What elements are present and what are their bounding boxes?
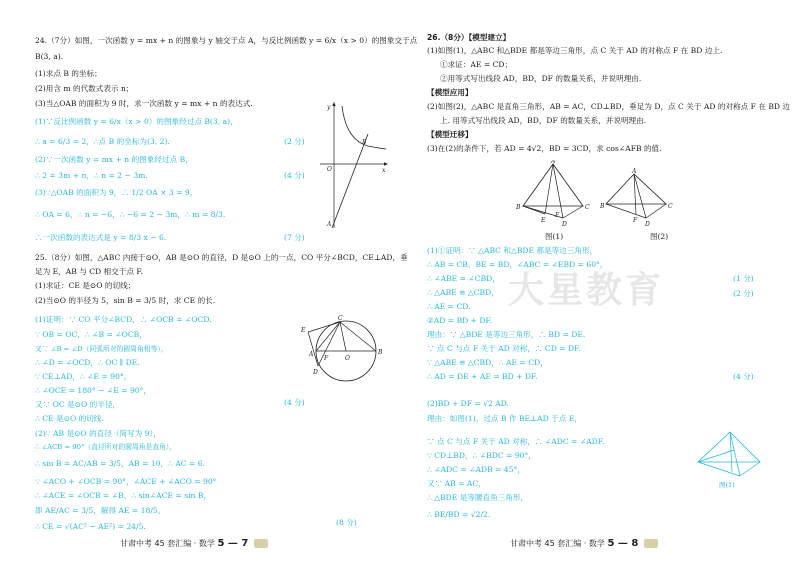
segment-bd-2 (606, 204, 646, 218)
q25-answer-8: ∴ CE 是⊙O 的切线. (35, 414, 104, 423)
q25-answer-6: ∴ ∠OCE = 180° − ∠E = 90°， (35, 386, 152, 395)
q24-part1: (1)求点 B 的坐标； (35, 69, 102, 78)
q26-part2b: 上. 用等式写出线段 AD，BD，DF 的数量关系，并说明理由. (440, 116, 647, 125)
q25-answer-9: (2)∵ AB 是⊙O 的直径（简写为 9）， (35, 429, 161, 438)
q25-answer-15: ∴ CE = √(AC² − AE²) = 24/5. (35, 522, 146, 531)
answer-cd (740, 462, 760, 476)
left-footer (120, 538, 268, 549)
q24-answer-4: ∴ 2 = 3m + n，∴ n = 2 − 3m. (35, 171, 148, 180)
q25-score-4: (4 分) (284, 398, 305, 407)
q26-answer-b7: ∴ △BDE 是等腰直角三角形， (427, 493, 529, 502)
label-D: D (313, 369, 318, 376)
q26-answer-b2: 理由：如图(1)，过点 B 作 BE⊥AD 于点 E， (427, 414, 582, 423)
q26-tag-transfer: 【模型迁移】 (427, 130, 473, 139)
label-a: A (327, 221, 332, 228)
segment-be (523, 206, 545, 214)
q25-title2: 足为 E，AB 与 CD 相交于点 F. (35, 267, 143, 276)
fig2-label-d: D (645, 221, 650, 228)
segment-ae (545, 164, 553, 214)
label-F: F (324, 355, 329, 362)
fig2-label-b: B (600, 203, 605, 210)
answer-bd (698, 462, 740, 476)
publisher-seal-icon (254, 539, 268, 548)
q26-answer-1: (1)①证明：∵ △ABC 和△BDE 都是等边三角形， (427, 246, 598, 255)
q24-figure (318, 100, 390, 230)
answer-be (698, 450, 734, 462)
q25-answer-11: ∴ sin B = AC/AB = 3/5，AB = 10，∴ AC = 6. (35, 459, 206, 468)
fig1-label-d: D (562, 221, 567, 228)
segment-ad (553, 164, 563, 218)
q26-answer-b1: (2)BD + DF = √2 AD. (427, 399, 509, 408)
q26-figure2 (600, 168, 676, 230)
label-o: O (327, 166, 332, 173)
chord-cd (318, 322, 340, 366)
q24-title2: B(3, a). (35, 52, 64, 61)
q26-answer-7: 理由：∵ △BDE 是等边三角形，∴ BD = DE. (427, 330, 586, 339)
label-A: A (309, 351, 314, 358)
q26-score-2: (2 分) (733, 289, 754, 298)
q25-part1: (1)求证：CE 是⊙O 的切线； (35, 281, 136, 290)
triangle-abc-2 (606, 174, 666, 204)
left-page-number: 5 — 7 (217, 538, 249, 549)
q24-score-7: (7 分) (284, 233, 305, 242)
q24-answer-1: (1)∵反比例函数 y = 6/x（x > 0）的图象经过点 B(3, a)， (35, 117, 238, 126)
q25-answer-13: ∴ ∠ACE = ∠OCB = ∠B，∴ sin∠ACE = sin B， (35, 491, 211, 500)
q25-answer-3: 又∵ ∠B = ∠D（同弧所对的圆周角相等）， (35, 345, 168, 353)
q26-part1a: ①求证：AE = CD； (440, 60, 513, 69)
q24-score-2: (2 分) (284, 137, 305, 146)
right-page-number: 5 — 8 (607, 538, 639, 549)
linear-function-line (332, 134, 368, 228)
q25-answer-1: (1)证明：∵ CO 平分∠BCD，∴ ∠OCB = ∠OCD. (35, 315, 212, 324)
q26-part3: (3)在(2)的条件下，若 AD = 4√2，BD = 3CD，求 cos∠AFB 的值. (427, 144, 662, 153)
right-footer (510, 538, 658, 549)
figure1-caption: 图(1) (545, 232, 564, 241)
q25-title: 25.（8分）如图，△ABC 内接于⊙O，AB 是⊙O 的直径，D 是⊙O 上的一点，CO 平分∠BCD，CE⊥AD，垂 (35, 253, 408, 262)
q26-figure1 (515, 160, 595, 232)
q25-answer-12: ∵ ∠ACO + ∠OCB = 90°，∠ACE + ∠ACO = 90° (35, 477, 217, 486)
q26-answer-5: ∴ AE = CD. (427, 302, 471, 311)
q26-answer-9: ∵ △ABE ≌ △CBD，∴ AE = CD， (427, 358, 548, 367)
answer-figure-caption: 图(1) (719, 481, 735, 489)
left-footer-title: 甘肃中考 45 套汇编 · 数学 (120, 539, 215, 548)
q24-answer-6: ∴ OA = 6，∴ n = −6，∴ −6 = 2 − 3m，∴ m = 8/3. (35, 210, 226, 219)
label-O: O (345, 355, 350, 362)
q25-part2: (2)当⊙O 的半径为 5，sin B = 3/5 时，求 CE 的长. (35, 296, 216, 305)
q26-answer-6: ②AD = BD + DF. (427, 316, 493, 325)
q26-answer-10: ∴ AD = DE + AE = BD + DF. (427, 372, 538, 381)
q25-answer-5: ∵ CE⊥AD，∴ ∠E = 90°， (35, 372, 132, 381)
answer-ad (730, 432, 740, 476)
figure2-caption: 图(2) (650, 232, 669, 241)
q24-part3: (3)当△OAB 的面积为 9 时，求一次函数 y = mx + n 的表达式. (35, 99, 253, 108)
label-b: B (362, 139, 367, 146)
fig1-label-c: C (585, 204, 590, 211)
fig2-label-a: A (632, 168, 637, 175)
q26-answer-b5: ∴ ∠ADC = ∠ADB = 45°， (427, 465, 525, 474)
q24-answer-3: (2)∵一次函数 y = mx + n 的图象经过点 B， (35, 155, 193, 164)
q25-answer-4: ∴ ∠D = ∠OCD，∴ OC ∥ DE. (35, 358, 140, 367)
label-y: y (327, 104, 331, 111)
q24-answer-5: (3)∵△OAB 的面积为 9，∴ 1/2 OA × 3 = 9， (35, 188, 198, 197)
q26-title: 26.（8分）【模型建立】 (427, 33, 511, 42)
q25-answer-14: 即 AE/AC = 3/5，解得 AE = 18/5， (35, 506, 166, 515)
q25-figure (296, 314, 396, 384)
publisher-seal-icon (644, 539, 658, 548)
q26-part1b: ②用等式写出线段 AD，BD，DF 的数量关系，并说明理由. (440, 74, 642, 83)
fig1-label-b: B (516, 204, 521, 211)
q26-answer-b8: ∴ BE/BD = √2/2. (427, 510, 491, 519)
q25-score-8: (8 分) (336, 518, 357, 527)
q26-answer-4: ∴ △ABE ≌ △CBD， (427, 288, 499, 297)
label-C: C (338, 315, 343, 322)
triangle-abc (523, 164, 583, 206)
line-ed (308, 332, 318, 366)
q26-answer-8: ∵ 点 C 与点 F 关于 AD 对称，∴ CD = DF. (427, 344, 581, 353)
label-E: E (301, 327, 306, 334)
q26-answer-b6: 又∵ AB = AC， (427, 479, 486, 488)
q24-title: 24.（7分）如图，一次函数 y = mx + n 的图象与 y 轴交于点 A，与反比例函数 y = 6/x（x > 0）的图象交于点 (35, 36, 418, 45)
q24-answer-7: ∴一次函数的表达式是 y = 8/3 x − 6. (35, 233, 167, 242)
q26-part1: (1)如图(1)，△ABC 和△BDE 都是等边三角形，点 C 关于 AD 的对称点 F 在 BD 边上. (427, 46, 723, 55)
label-B: B (378, 349, 383, 356)
q26-part2: (2)如图(2)，△ABC 是直角三角形，AB = AC，CD⊥BD，垂足为 D，点 C 关于 AD 的对称点 F 在 BD 边 (427, 102, 791, 111)
q25-answer-7: 又∵ OC 是⊙O 的半径， (35, 400, 121, 409)
segment-cd-2 (646, 204, 666, 218)
q24-part2: (2)用含 m 的代数式表示 n； (35, 84, 134, 93)
q25-answer-2: ∵ OB = OC，∴ ∠B = ∠OCB， (35, 330, 147, 339)
y-axis-arrow-icon (332, 102, 335, 106)
fig1-label-f: F (555, 212, 560, 219)
label-x: x (382, 167, 386, 174)
answer-figure (694, 428, 766, 484)
q26-score-4: (4 分) (733, 372, 754, 381)
right-footer-title: 甘肃中考 45 套汇编 · 数学 (510, 539, 605, 548)
q25-answer-10: ∴ ∠ACB = 90°（直径所对的圆周角是直角）， (35, 443, 177, 451)
q26-answer-3: ∴ ∠ABE = ∠CBD， (427, 274, 500, 283)
q26-tag-application: 【模型应用】 (427, 88, 473, 97)
fig1-label-a: A (551, 160, 556, 165)
fig2-label-c: C (668, 203, 673, 210)
q26-answer-2: ∴ AB = CB，BE = BD，∠ABC = ∠EBD = 60°， (427, 260, 608, 269)
q26-answer-b3: ∵ 点 C 与点 F 关于 AD 对称，∴ ∠ADC = ∠ADF. (427, 437, 605, 446)
segment-cd (563, 206, 583, 218)
answer-triangle (698, 432, 760, 462)
fig2-label-f: F (633, 217, 638, 224)
x-axis-arrow-icon (384, 162, 388, 165)
q24-score-4: (4 分) (284, 171, 305, 180)
watermark: 大星教育 (508, 270, 665, 311)
q26-score-1: (1 分) (733, 274, 754, 283)
q24-answer-2: ∴ a = 6/3 = 2，∴点 B 的坐标为(3, 2). (35, 137, 170, 146)
q26-answer-b4: ∵ CD⊥BD，∴ ∠BDC = 90°， (427, 451, 536, 460)
fig1-label-e: E (541, 217, 546, 224)
